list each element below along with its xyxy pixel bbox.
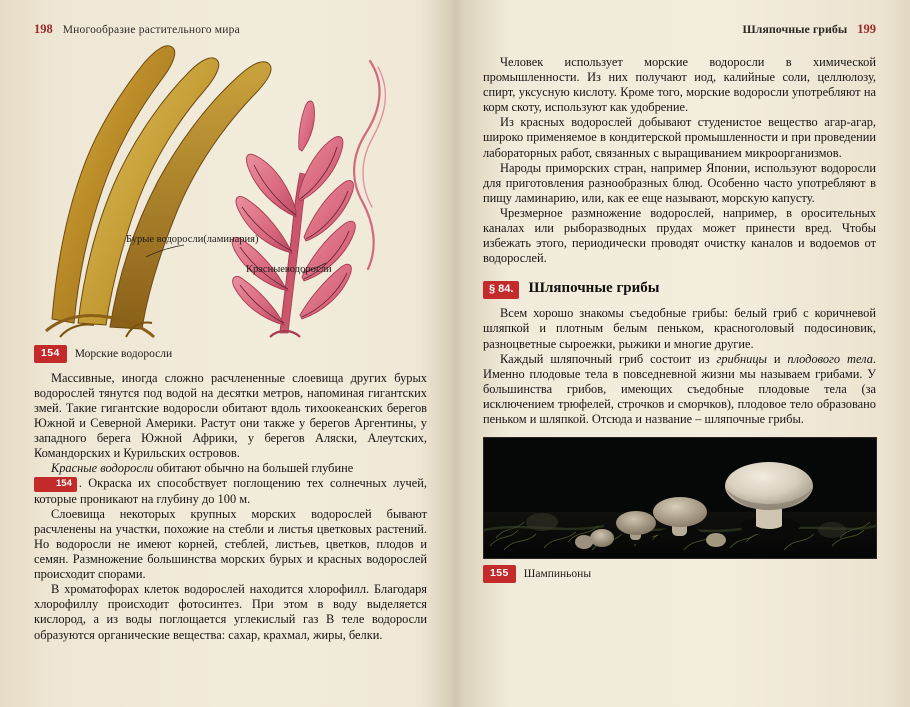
paragraph-text-tail: . Окраска их способствует поглощению тех солнечных лучей, которые проникают на глубину до 100 м. [34,476,427,506]
section-heading [483,280,876,299]
photo-label: Шампиньоны [523,567,592,580]
paragraph: Всем хорошо знакомы съедобные грибы: белый гриб с коричневой шляпкой и плотным белым пеньком, красноголовый подосиновик, разноцветные сыроежки, рыжики и многие другие. [483,306,876,351]
right-running-head [483,22,876,37]
figure-label: Морские водоросли [74,347,173,360]
paragraph-with-italics [483,352,876,427]
paragraph-tail: . Именно плодовые тела в повседневной жизни мы называем грибами. У большинства грибов, имеющих съедобные плодовые тела (за исключением трюфелей, строчков и сморчков), плодовое тело образовано пеньком и шляпкой. Отсюда и название – шляпочные грибы. [483,351,876,426]
mushroom-photo [483,437,877,559]
label-red-algae: Красныеводоросли [246,264,332,275]
left-page-number: 198 [34,22,53,36]
paragraph: Народы приморских стран, например Японии, используют водоросли для приготовления разнообразных блюд. Особенно часто употребляют в пищу ламинарию, или, как ее еще называют, морскую капусту. [483,160,876,205]
left-running-head [34,22,427,37]
italic-term-plodovoe-telo: плодового тела [787,351,873,366]
paragraph-mid: и [766,351,788,366]
right-page-body [483,55,876,266]
paragraph-lead: Каждый шляпочный гриб состоит из [500,351,717,366]
right-page [455,0,910,707]
photo-number-badge: 155 [483,565,516,583]
left-page-body [34,371,427,643]
italic-term: Красные водоросли [51,461,154,476]
paragraph: Человек использует морские водоросли в химической промышленности. Из них получают иод, калийные соли, целлюлозу, спирт, уксусную кислоту. Кроме того, морские водоросли употребляют на корм скоту, используют как удобрение. [483,55,876,115]
label-brown-algae: Бурые водоросли(ламинария) [126,234,259,245]
left-running-title: Многообразие растительного мира [62,24,240,36]
paragraph: В хроматофорах клеток водорослей находится хлорофилл. Благодаря хлорофиллу происходит фотосинтез. При этом в воду выделяется кислород, а из воды поглощается углекислый газ В теле водоросли образуются органические вещества: сахар, крахмал, жиры, белки. [34,582,427,642]
paragraph-text: обитают обычно на большей глубине [153,461,354,476]
paragraph-red-algae [34,461,427,507]
paragraph: Из красных водорослей добывают студенистое вещество агар-агар, широко применяемое в кондитерской промышленности и при проведении лабораторных работ, связанных с выращиванием микроорганизмов. [483,115,876,160]
seaweed-illustration [34,41,430,341]
right-running-title: Шляпочные грибы [742,22,848,36]
paragraph: Слоевища некоторых крупных морских водорослей бывают расчленены на участки, похожие на стебли и листья цветковых растений. Но водоросли не имеют корней, стеблей, листьев, цветков, плодов и семян. Размножение большинства морских бурых и красных водорослей происходит спорами. [34,506,427,582]
section-number-badge: § 84. [483,281,519,299]
figure-154-caption [34,345,427,363]
figure-number-badge: 154 [34,345,67,363]
inline-figure-ref: 154 [34,477,77,492]
right-page-number: 199 [857,22,876,36]
section-body [483,306,876,427]
italic-term-gribnitsa: грибницы [716,351,767,366]
paragraph: Массивные, иногда сложно расчлененные слоевища других бурых водорослей тянутся под водой на десятки метров, напоминая гигантских змей. Такие гигантские водоросли обитают вдоль тихоокеанских берегов Южной и Северной Америки. Растут они также у берегов Аргентины, у западного берега Южной Африки, у берегов Аляски, Алеутских, Командорских и Курильских островов. [34,370,427,460]
figure-155-caption [483,565,876,583]
section-title: Шляпочные грибы [528,280,660,297]
paragraph: Чрезмерное размножение водорослей, например, в оросительных каналах или рыборазводных прудах может принести вред. Чтобы избежать этого, периодически проводят очистку каналов и водоемов от водорослей. [483,205,876,266]
